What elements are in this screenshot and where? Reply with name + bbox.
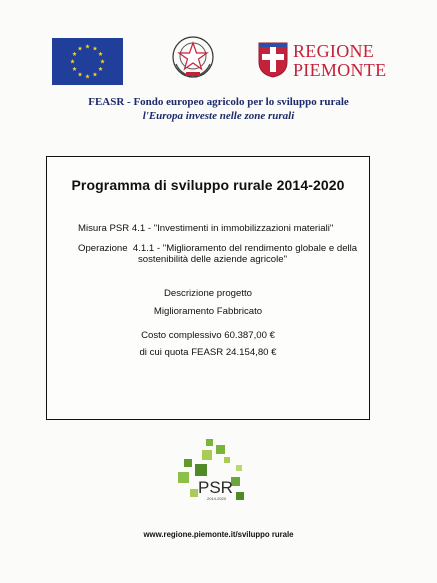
psr-logo-icon: [176, 437, 246, 507]
operazione-line2: sostenibilità delle aziende agricole": [138, 254, 288, 265]
website-link[interactable]: www.regione.piemonte.it/sviluppo rurale: [143, 530, 294, 539]
italian-emblem-icon: [170, 34, 216, 80]
fund-title: FEASR - Fondo europeo agricolo per lo sviluppo rurale: [88, 96, 349, 108]
piemonte-crest-icon: [258, 42, 288, 78]
psr-logo-text: PSR: [198, 478, 233, 497]
program-title: Programma di sviluppo rurale 2014-2020: [71, 177, 345, 193]
total-cost: Costo complessivo 60.387,00 €: [141, 330, 275, 341]
eu-flag-icon: [52, 38, 123, 85]
operazione-line1: Operazione 4.1.1 - "Miglioramento del rendimento globale e della: [78, 243, 358, 254]
operazione-text: [78, 243, 363, 265]
project-info-box: [46, 156, 370, 420]
description-value: Miglioramento Fabbricato: [153, 306, 263, 317]
misura-text: Misura PSR 4.1 - "Investimenti in immobilizzazioni materiali": [78, 223, 334, 234]
region-name-line1: REGIONE: [293, 41, 375, 61]
feasr-share: di cui quota FEASR 24.154,80 €: [139, 347, 277, 358]
psr-logo-years: 2014-2020: [207, 496, 227, 501]
region-name-line2: PIEMONTE: [293, 60, 387, 80]
regione-piemonte-logo: [258, 40, 387, 80]
description-label: Descrizione progetto: [164, 288, 252, 299]
motto-line: l'Europa investe nelle zone rurali: [142, 110, 295, 122]
